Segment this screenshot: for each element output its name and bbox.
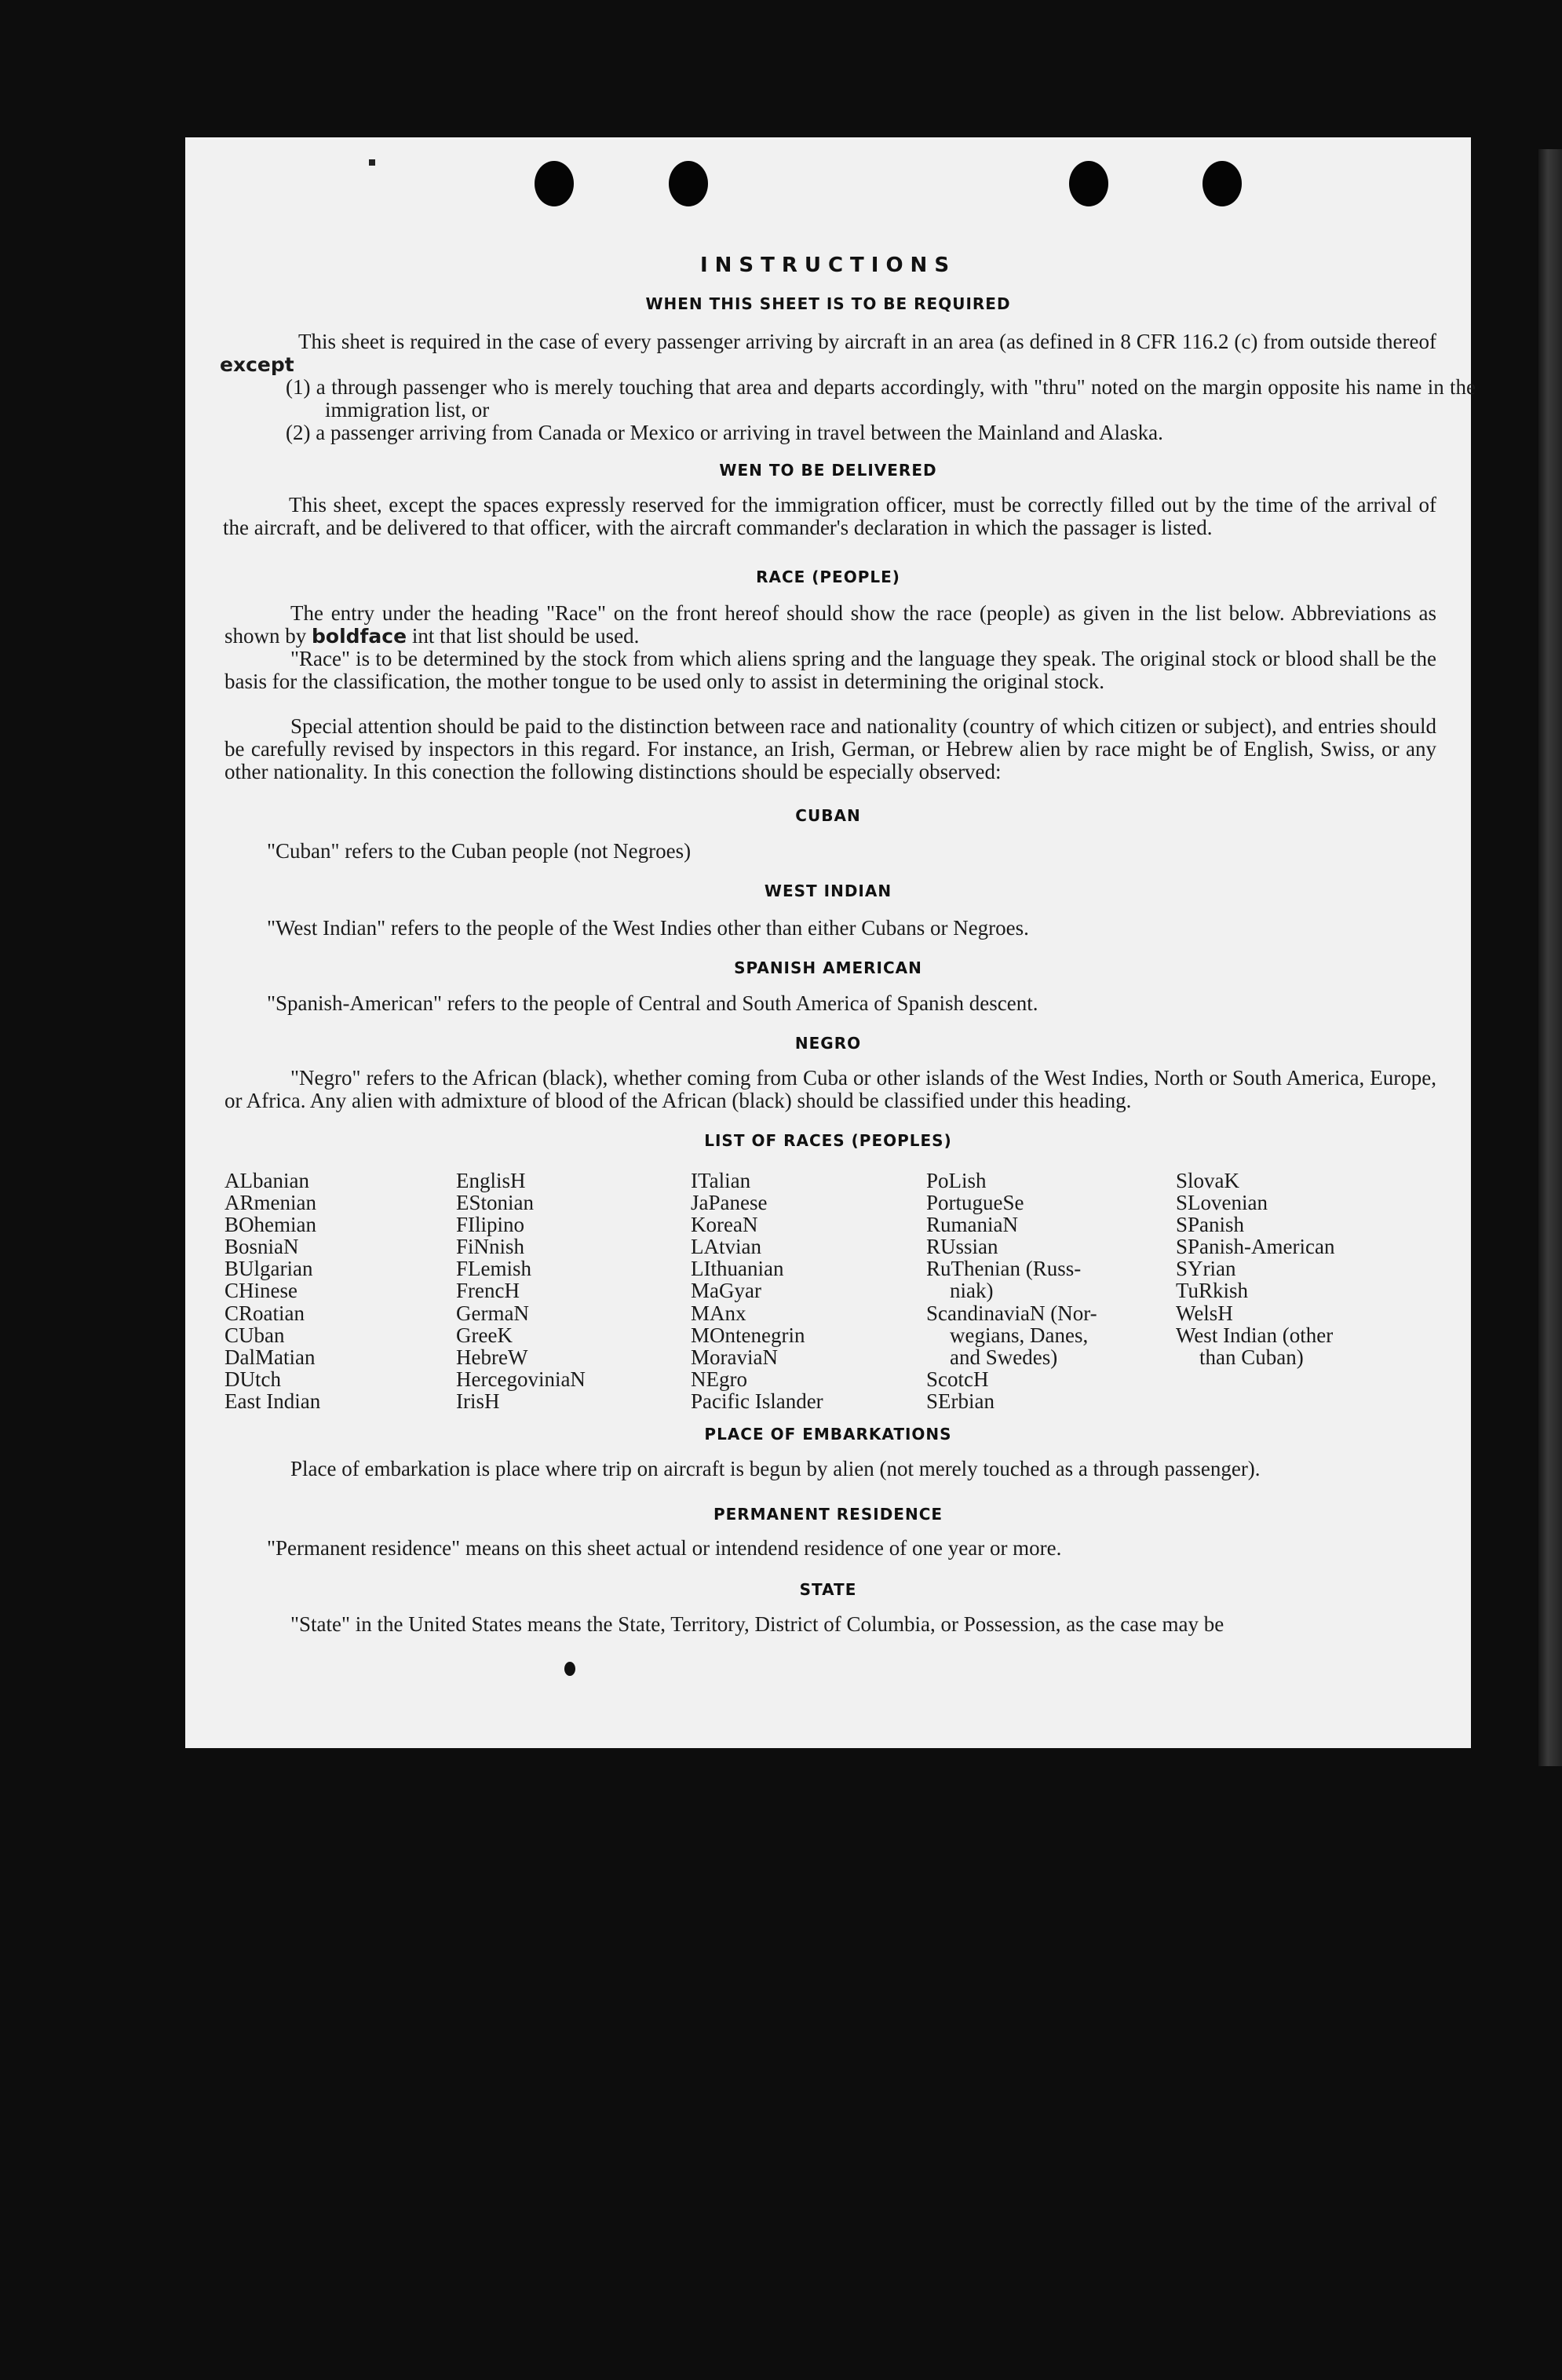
heading-list-of-races: LIST OF RACES (PEOPLES) bbox=[704, 1131, 952, 1150]
race-entry: CHinese bbox=[224, 1279, 297, 1303]
race-entry: KoreaN bbox=[691, 1213, 758, 1237]
heading-west-indian: WEST INDIAN bbox=[764, 882, 892, 900]
text-residence: "Permanent residence" means on this sheet actual or intendend residence of one year or more. bbox=[267, 1536, 1062, 1560]
text-cuban: "Cuban" refers to the Cuban people (not Negroes) bbox=[267, 839, 692, 863]
paragraph-negro: "Negro" refers to the African (black), whether coming from Cuba or other islands of the West Indies, North or South America, Europe, or Africa. Any alien with admixture of blood of the African (black) should be classified under this heading. bbox=[224, 1066, 1436, 1112]
race-entry: East Indian bbox=[224, 1389, 321, 1413]
race-entry: MaGyar bbox=[691, 1279, 761, 1303]
text-west-indian: "West Indian" refers to the people of the West Indies other than either Cubans or Negroes. bbox=[267, 916, 1029, 940]
race-entry: Pacific Islander bbox=[691, 1389, 823, 1413]
paragraph-race-3: Special attention should be paid to the distinction between race and nationality (country of which citizen or subject), and entries should be carefully revised by inspectors in this regard. For instance, an Irish, German, or Hebrew alien by race might be of English, Swiss, or any other nationality. In this conection the following distinctions should be especially observed: bbox=[224, 714, 1436, 783]
race-entry: SLovenian bbox=[1176, 1191, 1268, 1215]
heading-embarkation: PLACE OF EMBARKATIONS bbox=[704, 1425, 952, 1444]
text-required: This sheet is required in the case of every passenger arriving by aircraft in an area (as defined in 8 CFR 116.2 (c) from outside thereof bbox=[298, 330, 1436, 353]
heading-spanish-american: SPANISH AMERICAN bbox=[734, 958, 922, 977]
paragraph-when-delivered: This sheet, except the spaces expressly reserved for the immigration officer, must be correctly filled out by the time of the arrival of the aircraft, and be delivered to that officer, with the aircraft commander's declaration in which the passager is listed. bbox=[223, 493, 1436, 539]
race-entry: SPanish-American bbox=[1176, 1235, 1335, 1259]
race-entry: LIthuanian bbox=[691, 1257, 784, 1281]
bold-except: except bbox=[220, 353, 294, 376]
exception-item-2: (2) a passenger arriving from Canada or Mexico or arriving in travel between the Mainland and Alaska. bbox=[286, 421, 1163, 444]
race-entry: BosniaN bbox=[224, 1235, 299, 1259]
race-entry: NEgro bbox=[691, 1367, 747, 1391]
race-entry: SYrian bbox=[1176, 1257, 1236, 1281]
race-entry: ScotcH bbox=[926, 1367, 989, 1391]
race-entry: ARmenian bbox=[224, 1191, 316, 1215]
punch-hole bbox=[535, 161, 574, 206]
heading-when-delivered: WEN TO BE DELIVERED bbox=[719, 461, 937, 480]
race-entry: CRoatian bbox=[224, 1301, 305, 1325]
punch-hole bbox=[1203, 161, 1242, 206]
instruction-sheet bbox=[185, 137, 1476, 1748]
races-column bbox=[926, 1170, 1097, 1412]
race-entry: SPanish bbox=[1176, 1213, 1245, 1237]
race-entry: EnglisH bbox=[456, 1169, 526, 1192]
races-column bbox=[1176, 1170, 1334, 1368]
paragraph-state: "State" in the United States means the State, Territory, District of Columbia, or Possession, as the case may be bbox=[290, 1612, 1224, 1636]
race-entry: FIlipino bbox=[456, 1213, 525, 1237]
race-entry: PortugueSe bbox=[926, 1191, 1024, 1215]
race-entry: ALbanian bbox=[224, 1169, 309, 1192]
race-entry: SErbian bbox=[926, 1389, 994, 1413]
race-entry: FrencH bbox=[456, 1279, 520, 1303]
races-column bbox=[456, 1170, 586, 1412]
race-entry: GreeK bbox=[456, 1323, 513, 1347]
punch-hole bbox=[669, 161, 708, 206]
race-entry: ScandinaviaN (Nor- bbox=[926, 1301, 1097, 1325]
heading-when-required: WHEN THIS SHEET IS TO BE REQUIRED bbox=[645, 294, 1011, 313]
race-entry: RuThenian (Russ- bbox=[926, 1257, 1082, 1281]
race-entry: TuRkish bbox=[1176, 1279, 1249, 1303]
race-entry: RumaniaN bbox=[926, 1213, 1018, 1237]
race-entry: wegians, Danes, bbox=[950, 1323, 1089, 1347]
heading-cuban: CUBAN bbox=[795, 806, 861, 825]
paragraph-race-1 bbox=[224, 602, 1436, 648]
exception-item-1: (1) a through passenger who is merely touching that area and departs accordingly, with "thru" noted on the margin opposite his name in the immigration list, or bbox=[286, 375, 1476, 422]
paragraph-embarkation: Place of embarkation is place where trip on aircraft is begun by alien (not merely touched as a through passenger). bbox=[290, 1457, 1261, 1480]
race-entry: MAnx bbox=[691, 1301, 746, 1325]
race-entry: SlovaK bbox=[1176, 1169, 1239, 1192]
ink-dot bbox=[564, 1662, 575, 1676]
paragraph-when-required bbox=[220, 330, 1436, 376]
heading-race: RACE (PEOPLE) bbox=[756, 568, 900, 586]
paragraph-race-2: "Race" is to be determined by the stock from which aliens spring and the language they speak. The original stock or blood shall be the basis for the classification, the mother tongue to be used only to assist in determining the original stock. bbox=[224, 647, 1436, 693]
race-entry: West Indian (other bbox=[1176, 1323, 1334, 1347]
race-entry: niak) bbox=[950, 1279, 994, 1303]
race-entry: JaPanese bbox=[691, 1191, 768, 1215]
races-column bbox=[691, 1170, 823, 1412]
race-entry: CUban bbox=[224, 1323, 285, 1347]
races-column bbox=[224, 1170, 320, 1412]
race-entry: BUlgarian bbox=[224, 1257, 313, 1281]
race-entry: DalMatian bbox=[224, 1345, 316, 1369]
punch-hole bbox=[1069, 161, 1108, 206]
race-entry: HebreW bbox=[456, 1345, 528, 1369]
bold-boldface: boldface bbox=[312, 625, 407, 648]
heading-residence: PERMANENT RESIDENCE bbox=[713, 1505, 943, 1524]
race-entry: GermaN bbox=[456, 1301, 529, 1325]
race-entry: EStonian bbox=[456, 1191, 534, 1215]
scanner-edge bbox=[1538, 149, 1562, 1766]
race-entry: PoLish bbox=[926, 1169, 987, 1192]
race-entry: MOntenegrin bbox=[691, 1323, 805, 1347]
race-entry: FLemish bbox=[456, 1257, 532, 1281]
race-entry: RUssian bbox=[926, 1235, 998, 1259]
race-entry: than Cuban) bbox=[1199, 1345, 1304, 1369]
text-spanish-american: "Spanish-American" refers to the people of Central and South America of Spanish descent. bbox=[267, 991, 1038, 1015]
race-entry: WelsH bbox=[1176, 1301, 1233, 1325]
heading-state: STATE bbox=[799, 1580, 857, 1599]
race-entry: MoraviaN bbox=[691, 1345, 778, 1369]
race-entry: DUtch bbox=[224, 1367, 281, 1391]
page-title: INSTRUCTIONS bbox=[699, 254, 957, 277]
race-entry: HercegoviniaN bbox=[456, 1367, 586, 1391]
text-race-abbrev: int that list should be used. bbox=[407, 624, 640, 648]
race-entry: LAtvian bbox=[691, 1235, 761, 1259]
text-race-entry: The entry under the heading "Race" on the front hereof should show the race (people) as given in the list below. Abbreviations as shown by bbox=[224, 601, 1436, 648]
race-entry: BOhemian bbox=[224, 1213, 316, 1237]
speck bbox=[369, 159, 375, 166]
race-entry: ITalian bbox=[691, 1169, 751, 1192]
race-entry: and Swedes) bbox=[950, 1345, 1058, 1369]
heading-negro: NEGRO bbox=[794, 1034, 862, 1053]
race-entry: IrisH bbox=[456, 1389, 500, 1413]
race-entry: FiNnish bbox=[456, 1235, 525, 1259]
